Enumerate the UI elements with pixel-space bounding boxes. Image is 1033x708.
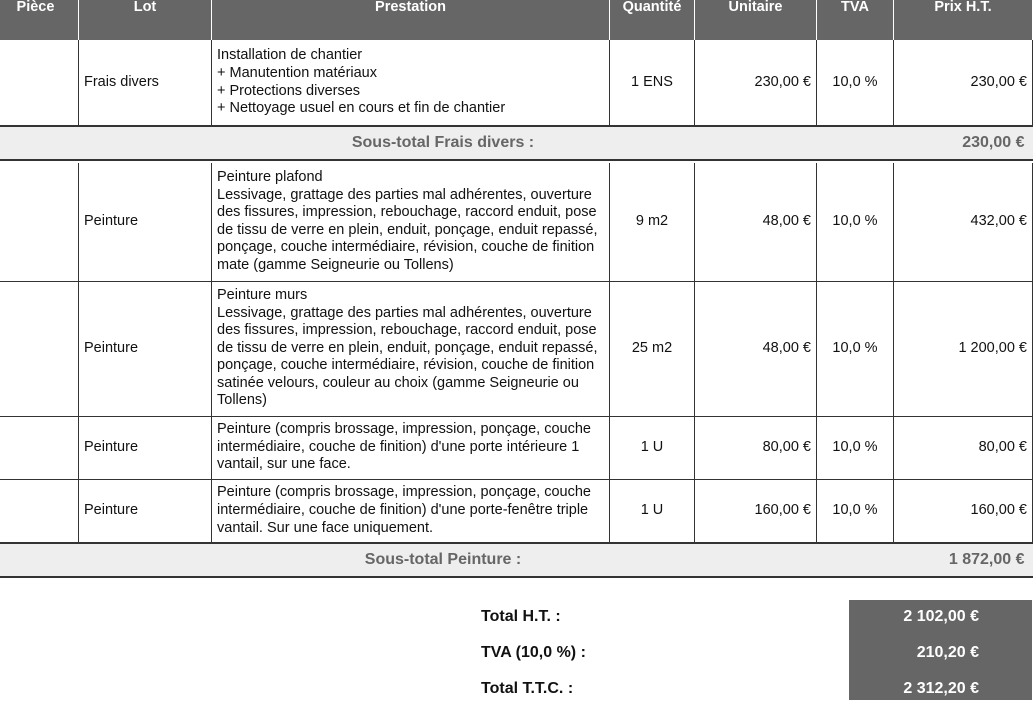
column-header-prix-unitaire: Unitaire [695, 0, 817, 40]
subtotal-row [0, 543, 1033, 577]
subtotal-row [0, 126, 1033, 160]
cell-prix-unitaire: 80,00 € [695, 416, 817, 479]
cell-tva: 10,0 % [817, 416, 894, 479]
column-header-quantite: Quantité [610, 0, 695, 40]
cell-prestation: Peinture murs Lessivage, grattage des parties mal adhérentes, ouverture des fissures, impression, rebouchage, raccord enduit, pose de tissu de verre en plein, enduit, ponçage, enduit repassé, ponçage, couche intermédiaire, révision, couche de finition satinée velours, couleur au choix (gamme Seigneurie ou Tollens) [212, 281, 610, 416]
column-header-lot: Lot [79, 0, 212, 40]
cell-prix-unitaire: 48,00 € [695, 163, 817, 281]
subtotal-value: 1 872,00 € [894, 543, 1033, 577]
quote-body [0, 40, 1033, 577]
cell-prix-unitaire: 230,00 € [695, 40, 817, 126]
cell-quantite: 25 m2 [610, 281, 695, 416]
cell-prix-ht: 230,00 € [894, 40, 1033, 126]
cell-prestation: Peinture plafond Lessivage, grattage des parties mal adhérentes, ouverture des fissures, impression, rebouchage, raccord enduit, pose de tissu de verre en plein, enduit, ponçage, enduit repassé, ponçage, couche intermédiaire, révision, couche de finition mate (gamme Seigneurie ou Tollens) [212, 163, 610, 281]
cell-prestation: Peinture (compris brossage, impression, ponçage, couche intermédiaire, couche de finition) d'une porte intérieure 1 vantail, sur une face. [212, 416, 610, 479]
cell-tva: 10,0 % [817, 163, 894, 281]
cell-piece [0, 163, 79, 281]
cell-quantite: 9 m2 [610, 163, 695, 281]
cell-quantite: 1 U [610, 416, 695, 479]
total-ht-label: Total H.T. : [481, 608, 561, 625]
table-row [0, 163, 1033, 281]
column-header-tva: TVA [817, 0, 894, 40]
cell-prix-unitaire: 160,00 € [695, 479, 817, 543]
table-header-row [0, 0, 1033, 40]
total-ttc-value: 2 312,20 € [903, 680, 979, 697]
total-ht-value: 2 102,00 € [903, 608, 979, 625]
cell-tva: 10,0 % [817, 479, 894, 543]
cell-prestation: Installation de chantier + Manutention matériaux + Protections diverses + Nettoyage usuel en cours et fin de chantier [212, 40, 610, 126]
cell-prix-ht: 1 200,00 € [894, 281, 1033, 416]
tva-label: TVA (10,0 %) : [481, 644, 586, 661]
table-row [0, 281, 1033, 416]
cell-prestation: Peinture (compris brossage, impression, ponçage, couche intermédiaire, couche de finition) d'une porte-fenêtre triple vantail. Sur une face uniquement. [212, 479, 610, 543]
totals-block [0, 598, 1032, 708]
table-row [0, 416, 1033, 479]
cell-piece [0, 416, 79, 479]
cell-lot: Peinture [79, 479, 212, 543]
cell-prix-ht: 80,00 € [894, 416, 1033, 479]
subtotal-value: 230,00 € [894, 126, 1033, 160]
cell-prix-ht: 160,00 € [894, 479, 1033, 543]
cell-prix-ht: 432,00 € [894, 163, 1033, 281]
cell-prix-unitaire: 48,00 € [695, 281, 817, 416]
cell-tva: 10,0 % [817, 40, 894, 126]
cell-lot: Peinture [79, 281, 212, 416]
totals-value-box [849, 600, 1032, 700]
column-header-prix-ht: Prix H.T. [894, 0, 1033, 40]
subtotal-label: Sous-total Frais divers : [0, 126, 894, 160]
total-ttc-label: Total T.T.C. : [481, 680, 574, 697]
tva-value: 210,20 € [916, 644, 979, 661]
column-header-prestation: Prestation [212, 0, 610, 40]
subtotal-label: Sous-total Peinture : [0, 543, 894, 577]
cell-quantite: 1 U [610, 479, 695, 543]
cell-tva: 10,0 % [817, 281, 894, 416]
cell-lot: Peinture [79, 416, 212, 479]
cell-lot: Peinture [79, 163, 212, 281]
cell-piece [0, 281, 79, 416]
cell-piece [0, 479, 79, 543]
cell-lot: Frais divers [79, 40, 212, 126]
cell-piece [0, 40, 79, 126]
table-row [0, 40, 1033, 126]
column-header-piece: Pièce [0, 0, 79, 40]
table-row [0, 479, 1033, 543]
cell-quantite: 1 ENS [610, 40, 695, 126]
